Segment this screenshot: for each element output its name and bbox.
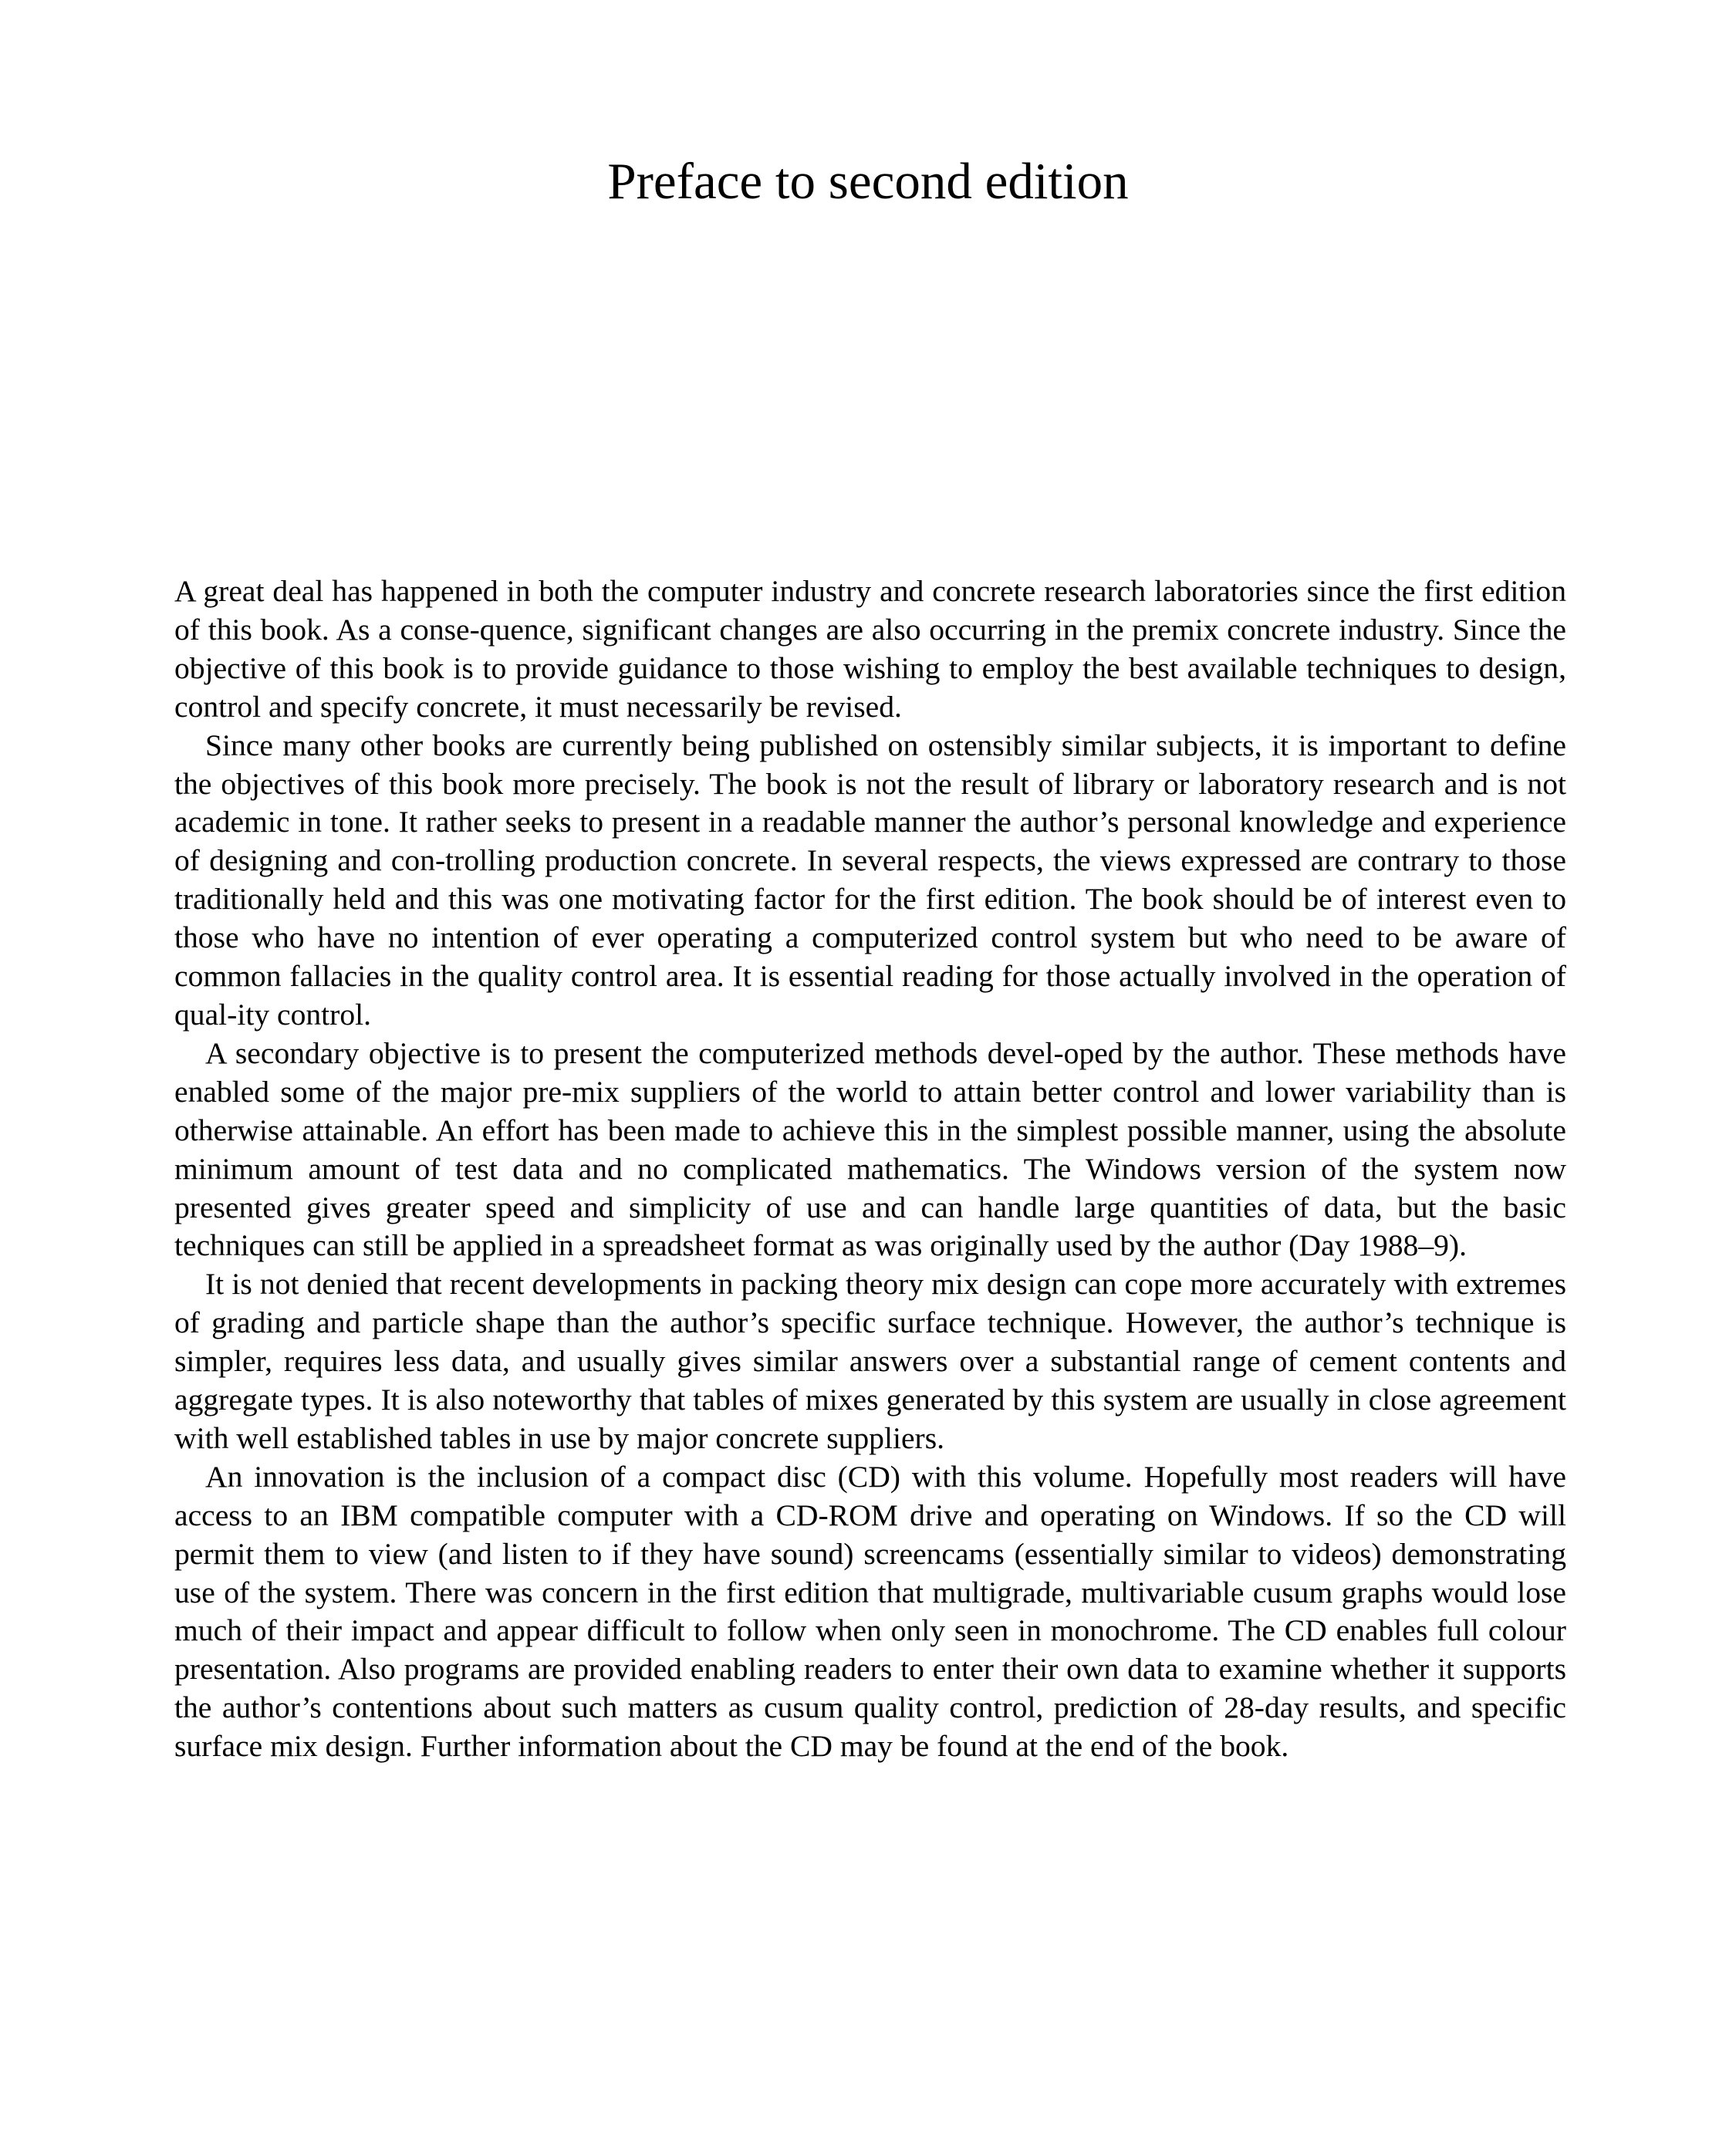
paragraph-2: Since many other books are currently being published on ostensibly similar subjects, it is important to define the objectives of this book more precisely. The book is not the result of library or laboratory research and is not academic in tone. It rather seeks to present in a readable manner the author’s personal knowledge and experience of designing and con-trolling production concrete. In several respects, the views expressed are contrary to those traditionally held and this was one motivating factor for the first edition. The book should be of interest even to those who have no intention of ever operating a computerized control system but who need to be aware of common fallacies in the quality control area. It is essential reading for those actually involved in the operation of qual-ity control. (174, 728, 1566, 1032)
page-title: Preface to second edition (607, 153, 1129, 210)
paragraph-4: It is not denied that recent developments in packing theory mix design can cope more accurately with extremes of grading and particle shape than the author’s specific surface technique. However, the author’s technique is simpler, requires less data, and usually gives similar answers over a substantial range of cement contents and aggregate types. It is also noteworthy that tables of mixes generated by this system are usually in close agreement with well established tables in use by major concrete suppliers. (174, 1267, 1566, 1455)
preface-body (174, 572, 1566, 1766)
paragraph-3: A secondary objective is to present the computerized methods devel-oped by the author. These methods have enabled some of the major pre-mix suppliers of the world to attain better control and lower variability than is otherwise attainable. An effort has been made to achieve this in the simplest possible manner, using the absolute minimum amount of test data and no complicated mathematics. The Windows version of the system now presented gives greater speed and simplicity of use and can handle large quantities of data, but the basic techniques can still be applied in a spreadsheet format as was originally used by the author (Day 1988–9). (174, 1035, 1566, 1263)
paragraph-5: An innovation is the inclusion of a compact disc (CD) with this volume. Hopefully most readers will have access to an IBM compatible computer with a CD-ROM drive and operating on Windows. If so the CD will permit them to view (and listen to if they have sound) screencams (essentially similar to videos) demonstrating use of the system. There was concern in the first edition that multigrade, multivariable cusum graphs would lose much of their impact and appear difficult to follow when only seen in monochrome. The CD enables full colour presentation. Also programs are provided enabling readers to enter their own data to examine whether it supports the author’s contentions about such matters as cusum quality control, prediction of 28-day results, and specific surface mix design. Further information about the CD may be found at the end of the book. (174, 1459, 1566, 1764)
paragraph-1: A great deal has happened in both the computer industry and concrete research laboratories since the first edition of this book. As a conse-quence, significant changes are also occurring in the premix concrete industry. Since the objective of this book is to provide guidance to those wishing to employ the best available techniques to design, control and specify concrete, it must necessarily be revised. (174, 574, 1566, 724)
